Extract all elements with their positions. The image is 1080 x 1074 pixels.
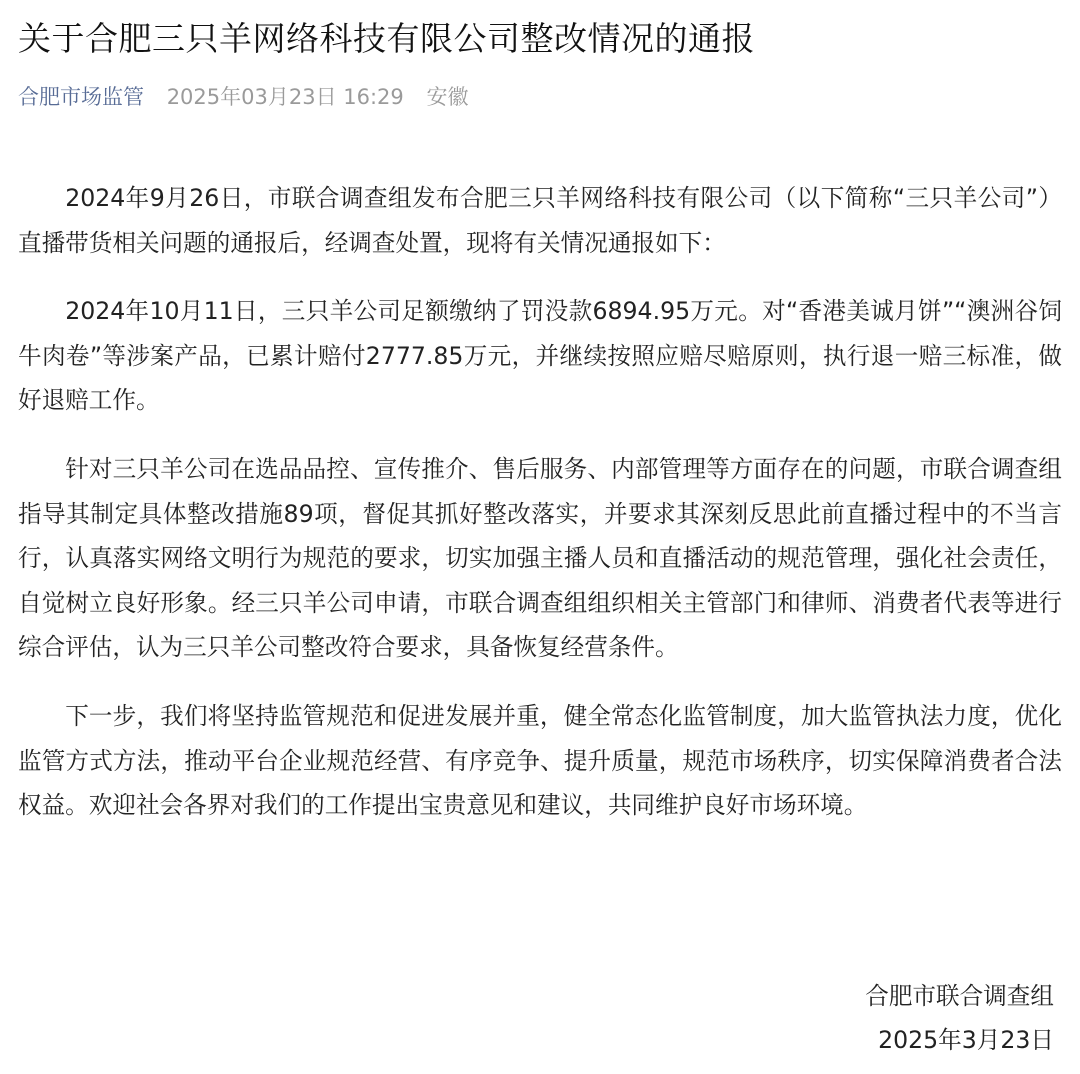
signature-block	[865, 974, 1054, 1062]
signature-org: 合肥市联合调查组	[865, 982, 1054, 1010]
paragraph-2: 2024年10月11日，三只羊公司足额缴纳了罚没款6894.95万元。对“香港美诚月饼”“澳洲谷饲牛肉卷”等涉案产品，已累计赔付2777.85万元，并继续按照应赔尽赔原则，执行退一赔三标准，做好退赔工作。	[18, 297, 1062, 415]
source-account-link[interactable]: 合肥市场监管	[18, 85, 144, 109]
signature-date: 2025年3月23日	[878, 1026, 1054, 1054]
paragraph-1: 2024年9月26日，市联合调查组发布合肥三只羊网络科技有限公司（以下简称“三只羊公司”）直播带货相关问题的通报后，经调查处置，现将有关情况通报如下：	[18, 184, 1062, 257]
paragraph-3: 针对三只羊公司在选品品控、宣传推介、售后服务、内部管理等方面存在的问题，市联合调查组指导其制定具体整改措施89项，督促其抓好整改落实，并要求其深刻反思此前直播过程中的不当言行，认真落实网络文明行为规范的要求，切实加强主播人员和直播活动的规范管理，强化社会责任，自觉树立良好形象。经三只羊公司申请，市联合调查组组织相关主管部门和律师、消费者代表等进行综合评估，认为三只羊公司整改符合要求，具备恢复经营条件。	[18, 454, 1062, 662]
article-title: 关于合肥三只羊网络科技有限公司整改情况的通报	[18, 19, 755, 58]
paragraph-4: 下一步，我们将坚持监管规范和促进发展并重，健全常态化监管制度，加大监管执法力度，优化监管方式方法，推动平台企业规范经营、有序竞争、提升质量，规范市场秩序，切实保障消费者合法权益。欢迎社会各界对我们的工作提出宝贵意见和建议，共同维护良好市场环境。	[18, 701, 1062, 820]
article-meta	[18, 80, 468, 114]
publish-region: 安徽	[426, 85, 469, 109]
publish-time: 2025年03月23日 16:29	[166, 85, 404, 109]
article-body	[18, 176, 1062, 852]
